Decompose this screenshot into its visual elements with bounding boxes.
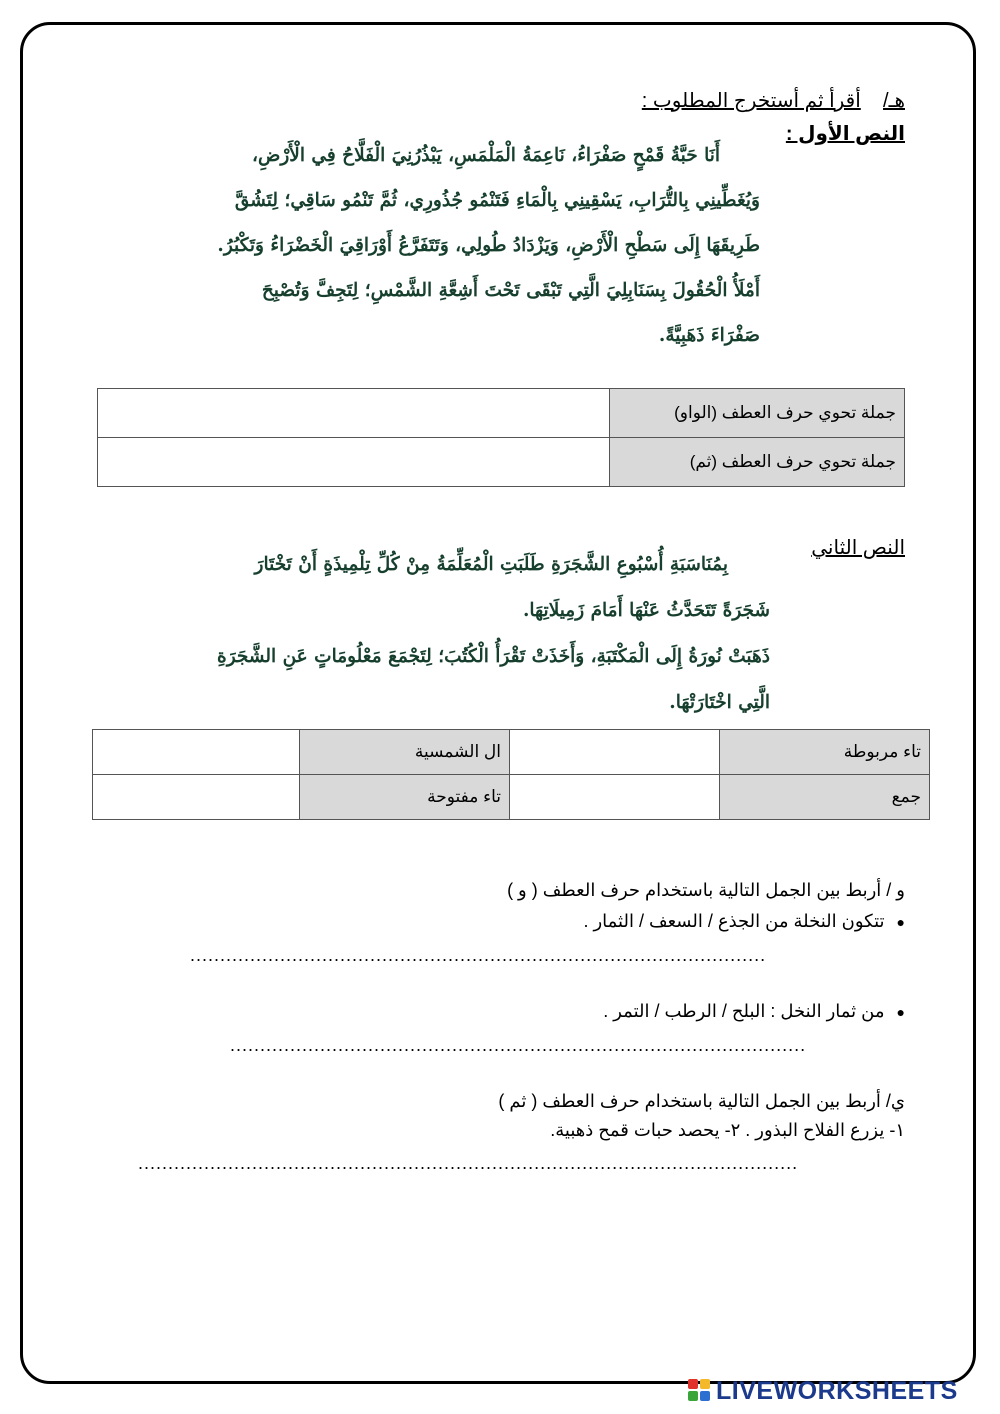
passage-2-line: الَّتِي اخْتَارَتْهَا. — [669, 692, 770, 713]
liveworksheets-logo — [688, 1374, 958, 1408]
table-2-answer-al-shamsiya[interactable] — [93, 730, 300, 775]
answer-line-w-1[interactable]: ................................................................................................ — [190, 945, 767, 965]
question-h-header — [642, 88, 905, 113]
text1-title: النص الأول : — [785, 123, 905, 145]
table-2-answer-jam[interactable] — [510, 775, 720, 820]
table-2-label-al-shamsiya: ال الشمسية — [300, 730, 510, 775]
bullet-icon: ● — [896, 1004, 905, 1021]
answer-line-y[interactable]: .............................................................................................................. — [138, 1153, 799, 1173]
passage-2-line: شَجَرَةً تَتَحَدَّثُ عَنْهَا أَمَامَ زَمِيلَاتِهَا. — [522, 600, 770, 621]
passage-1-line: طَرِيقَهَا إِلَى سَطْحِ الْأَرْضِ، وَيَزْدَادُ طُولِي، وَتَتَفَرَّعُ أَوْرَاقِيَ الْخَضْرَاءُ وَتَكْبُرُ. — [217, 235, 760, 256]
table-2-label-taa-marbuta: تاء مربوطة — [720, 730, 930, 775]
text2-title: النص الثاني — [811, 537, 905, 559]
question-w-item-2-text: من ثمار النخل : البلح / الرطب / التمر . — [603, 1001, 885, 1021]
table-1 — [97, 388, 905, 487]
table-2 — [92, 729, 930, 820]
question-w-instruction: و / أربط بين الجمل التالية باستخدام حرف العطف ( و ) — [507, 880, 905, 900]
table-2-label-jam: جمع — [720, 775, 930, 820]
passage-2-line: بِمُنَاسَبَةِ أُسْبُوعِ الشَّجَرَةِ طَلَبَتِ الْمُعَلِّمَةُ مِنْ كُلِّ تِلْمِيذَةٍ أَنْ تَخْتَارَ — [254, 554, 728, 575]
question-h-label: هـ/ — [883, 90, 905, 112]
passage-2-line: ذَهَبَتْ نُورَةُ إِلَى الْمَكْتَبَةِ، وَأَخَذَتْ تَقْرَأُ الْكُتُبَ؛ لِتَجْمَعَ مَعْلُومَاتٍ عَنِ الشَّجَرَةِ — [217, 646, 770, 667]
liveworksheets-logo-text: LIVEWORKSHEETS — [716, 1376, 958, 1405]
question-y-instruction: ي/ أربط بين الجمل التالية باستخدام حرف العطف ( ثم ) — [498, 1091, 905, 1111]
table-2-label-taa-maftuha: تاء مفتوحة — [300, 775, 510, 820]
table-2-answer-taa-maftuha[interactable] — [93, 775, 300, 820]
passage-1-line: وَيُغَطِّينِي بِالتُّرَابِ، يَسْقِينِي بِالْمَاءِ فَتَنْمُو جُذُورِي، ثُمَّ تَنْمُو سَاقِي؛ لِتَشُقَّ — [234, 190, 760, 211]
table-row — [98, 438, 905, 487]
table-2-answer-taa-marbuta[interactable] — [510, 730, 720, 775]
table-1-answer-thumma[interactable] — [98, 438, 610, 487]
table-1-label-thumma: جملة تحوي حرف العطف (ثم) — [610, 438, 905, 487]
question-w-item-1-text: تتكون النخلة من الجذع / السعف / الثمار . — [583, 911, 885, 931]
passage-1-line: صَفْرَاءَ ذَهَبِيَّةً. — [658, 325, 760, 346]
passage-1-line: أَنَا حَبَّةُ قَمْحٍ صَفْرَاءُ، نَاعِمَةُ الْمَلْمَسِ، يَبْذُرُنِيَ الْفَلَّاحُ فِي الْأَرْضِ، — [252, 145, 720, 166]
question-w-item-1 — [583, 911, 905, 932]
liveworksheets-logo-icon — [688, 1379, 712, 1403]
table-row — [93, 730, 930, 775]
answer-line-w-2[interactable]: ................................................................................................ — [230, 1035, 807, 1055]
question-h-instruction: أقرأ ثم أستخرج المطلوب : — [641, 90, 861, 112]
question-y-sentences: ١- يزرع الفلاح البذور . ٢- يحصد حبات قمح ذهبية. — [550, 1120, 905, 1140]
table-1-answer-waw[interactable] — [98, 389, 610, 438]
table-row — [93, 775, 930, 820]
passage-2 — [190, 542, 770, 726]
bullet-icon: ● — [896, 914, 905, 931]
question-w-item-2 — [603, 1001, 905, 1022]
passage-1 — [170, 133, 760, 358]
table-1-label-waw: جملة تحوي حرف العطف (الواو) — [610, 389, 905, 438]
table-row — [98, 389, 905, 438]
passage-1-line: أَمْلَأُ الْحُقُولَ بِسَنَابِلِيَ الَّتِي تَبْقَى تَحْتَ أَشِعَّةِ الشَّمْسِ؛ لِتَجِفَّ وَتُصْبِحَ — [261, 280, 760, 301]
